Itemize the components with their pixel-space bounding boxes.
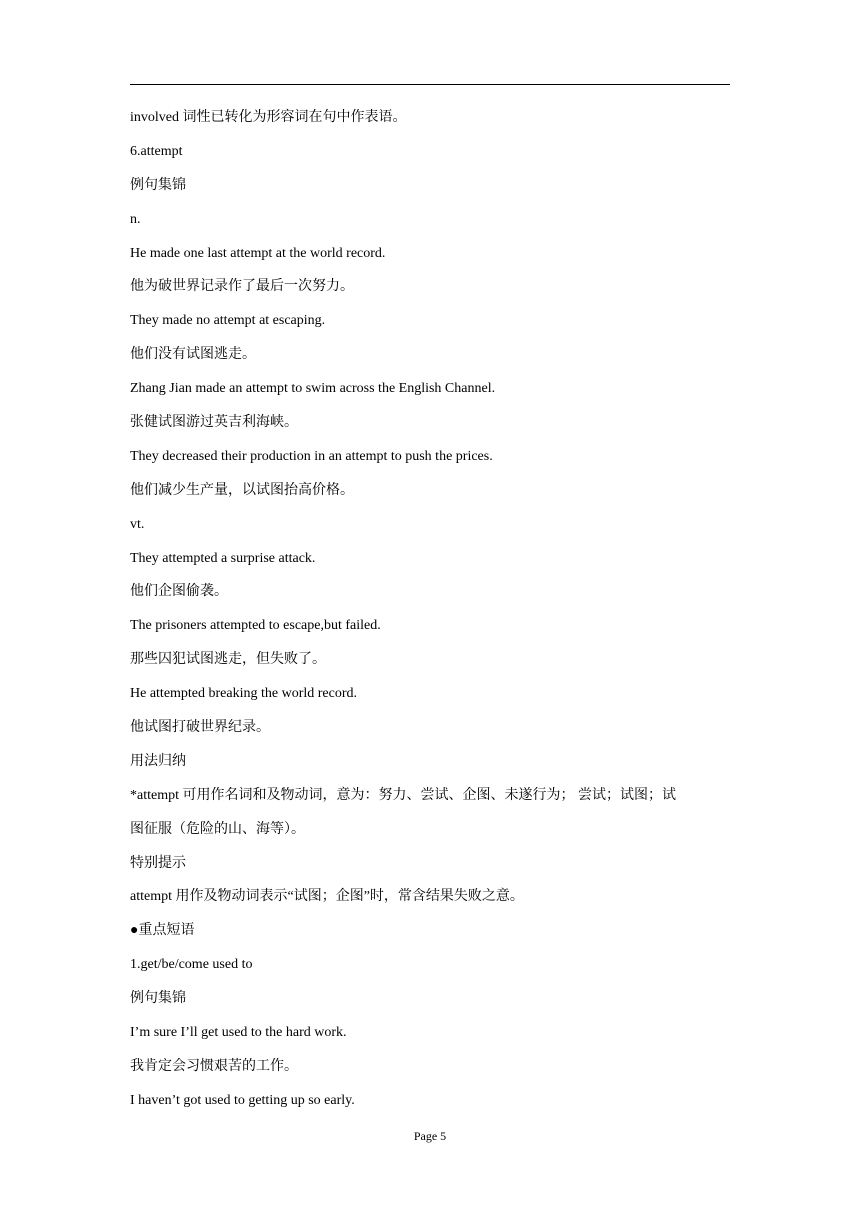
- page-footer: Page 5: [413, 1129, 447, 1143]
- example-en: I haven’t got used to getting up so early.: [130, 1092, 355, 1108]
- section-label: 例句集锦: [130, 177, 186, 193]
- example-en: He attempted breaking the world record.: [130, 686, 358, 702]
- example-en: Zhang Jian made an attempt to swim across the English Channel.: [130, 381, 496, 397]
- example-zh: 我肯定会习惯艰苦的工作。: [130, 1058, 298, 1074]
- header-rule: [130, 84, 730, 85]
- part-of-speech: n.: [130, 211, 141, 227]
- usage-note: *attempt 可用作名词和及物动词，意为：努力、尝试、企图、未遂行为； 尝试；试图；试: [130, 787, 676, 803]
- section-label: 特别提示: [130, 855, 186, 871]
- entry-heading: 6.attempt: [130, 143, 183, 159]
- example-zh: 他们减少生产量，以试图抬高价格。: [130, 482, 354, 498]
- example-en: The prisoners attempted to escape,but failed.: [130, 618, 381, 634]
- part-of-speech: vt.: [130, 516, 145, 532]
- example-en: He made one last attempt at the world record.: [130, 245, 386, 261]
- page-content: [130, 108, 730, 1125]
- example-zh: 他试图打破世界纪录。: [130, 720, 270, 736]
- example-en: They made no attempt at escaping.: [130, 313, 326, 329]
- section-label: 用法归纳: [130, 753, 186, 769]
- example-zh: 那些囚犯试图逃走，但失败了。: [130, 652, 326, 668]
- example-zh: 他们企图偷袭。: [130, 584, 228, 600]
- example-zh: 他为破世界记录作了最后一次努力。: [130, 279, 354, 295]
- entry-heading: 1.get/be/come used to: [130, 957, 253, 973]
- text-line: involved 词性已转化为形容词在句中作表语。: [130, 110, 407, 125]
- example-en: I’m sure I’ll get used to the hard work.: [130, 1025, 347, 1041]
- example-en: They decreased their production in an attempt to push the prices.: [130, 448, 493, 464]
- example-en: They attempted a surprise attack.: [130, 550, 316, 566]
- section-heading: ●重点短语: [130, 923, 195, 939]
- example-zh: 他们没有试图逃走。: [130, 347, 256, 363]
- section-label: 例句集锦: [130, 991, 186, 1007]
- example-zh: 张健试图游过英吉利海峡。: [130, 415, 298, 431]
- usage-note-cont: 图征服（危险的山、海等）。: [130, 821, 305, 837]
- tip-text: attempt 用作及物动词表示“试图；企图”时，常含结果失败之意。: [130, 889, 524, 905]
